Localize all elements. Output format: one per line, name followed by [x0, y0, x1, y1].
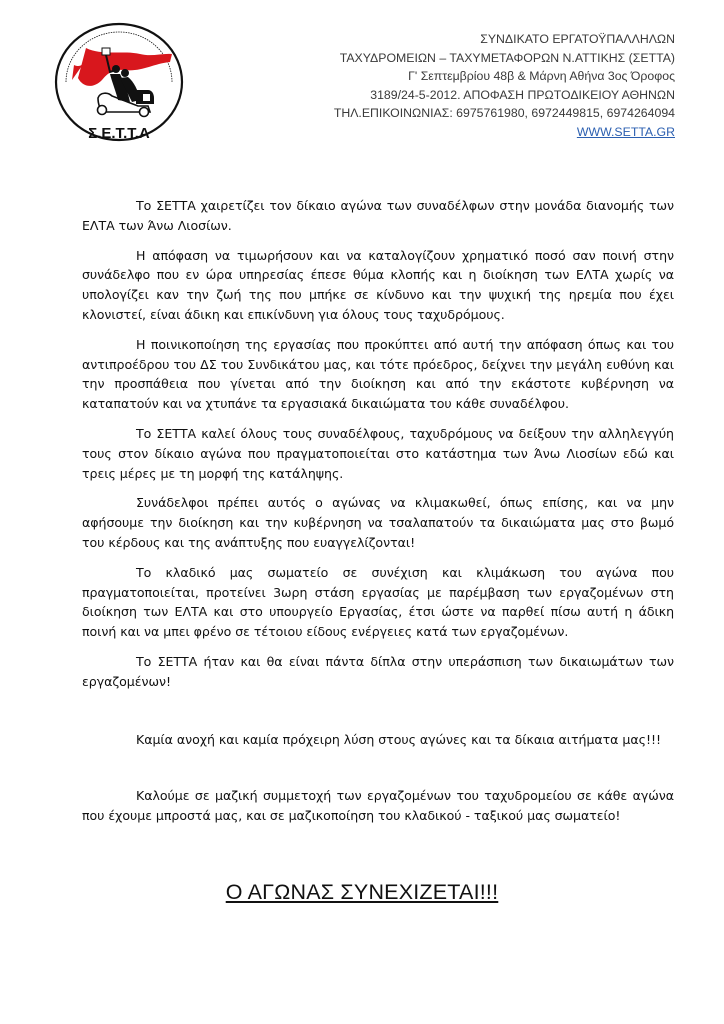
paragraph-work-stoppage: Το κλαδικό μας σωματείο σε συνέχιση και κλιμάκωση του αγώνα που πραγματοποιείται, προτείνει 3ωρη στάση εργασίας με παρέμβαση των εργαζομένων στη διοίκηση των ΕΛΤΑ και στο υπουργείο Εργασίας, έτσι ώστε να παρθεί πίσω αυτή η άδικη ποινή και να μπει φρένο σε τέτοιου είδους ενέργειες κατά των εργαζομένων. — [82, 564, 674, 640]
union-logo-flag-scooter-icon — [52, 20, 186, 148]
paragraph-solidarity-call: Το ΣΕΤΤΑ καλεί όλους τους συναδέλφους, ταχυδρόμους να δείξουν την αλληλεγγύη τους στον δίκαιο αγώνα που πραγματοποιείται στο κατάστημα των Άνω Λιοσίων εδώ και τρεις μέρες με τη μορφή της κατάληψης. — [82, 425, 674, 481]
document-body — [82, 196, 674, 836]
logo-acronym: Σ.Ε.Τ.Τ.Α — [88, 125, 150, 142]
paragraph-setta-stance: Το ΣΕΤΤΑ ήταν και θα είναι πάντα δίπλα στην υπεράσπιση των δικαιωμάτων των εργαζομένων! — [82, 653, 674, 689]
paragraph-greeting: Το ΣΕΤΤΑ χαιρετίζει τον δίκαιο αγώνα των συναδέλφων στην μονάδα διανομής των ΕΛΤΑ των Άνω Λιοσίων. — [82, 198, 674, 233]
paragraph-mass-participation: Καλούμε σε μαζική συμμετοχή των εργαζομένων του ταχυδρομείου σε κάθε αγώνα που έχουμε μπροστά μας, και σε μαζικοποίηση του κλαδικού - ταξικού μας σωματείο! — [82, 788, 674, 824]
closing-slogan: Ο ΑΓΩΝΑΣ ΣΥΝΕΧΙΖΕΤΑΙ!!! — [225, 880, 499, 904]
header-line-address: Γ' Σεπτεμβρίου 48β & Μάρνη Αθήνα 3ος Όροφος — [408, 69, 675, 84]
header-line-union-name: ΣΥΝΔΙΚΑΤΟ ΕΡΓΑΤΟΫΠΑΛΛΗΛΩΝ — [480, 32, 675, 46]
paragraph-escalation: Συνάδελφοι πρέπει αυτός ο αγώνας να κλιμακωθεί, όπως επίσης, και να μην αφήσουμε την διοίκηση και την κυβέρνηση να τσαλαπατούν τα δικαιώματα μας στο βωμό του κέρδους και της ανάπτυξης που ευαγγελίζονται! — [82, 495, 674, 550]
paragraph-no-tolerance: Καμία ανοχή και καμία πρόχειρη λύση στους αγώνες και τα δίκαια αιτήματα μας!!! — [136, 731, 661, 747]
paragraph-penalty-decision: Η απόφαση να τιμωρήσουν και να καταλογίζουν χρηματικό ποσό σαν ποινή στην συνάδελφο που εν ώρα υπηρεσίας έπεσε θύμα κλοπής και η διοίκηση των ΕΛΤΑ χωρίς να υπολογίζει καν την ζωή της που μπήκε σε κίνδυνο και την ψυχική της ηρεμία που έχει κλονιστεί, είναι άδικη και επικίνδυνη για όλους τους ταχυδρόμους. — [82, 247, 674, 322]
paragraph-criminalization: Η ποινικοποίηση της εργασίας που προκύπτει από αυτή την απόφαση όπως και του αντιπροέδρου του ΔΣ του Συνδικάτου μας, και τότε πρόεδρος, δείχνει την μεγάλη ευθύνη και την προσπάθεια που γίνεται από την διοίκηση και από την εκάστοτε κυβέρνηση να καταπατούν και να χτυπάνε τα εργασιακά δικαιώματα του κάθε συναδέλφου. — [82, 336, 674, 412]
header-line-registration: 3189/24-5-2012. ΑΠΟΦΑΣΗ ΠΡΩΤΟΔΙΚΕΙΟΥ ΑΘΗΝΩΝ — [370, 87, 675, 102]
header-line-phones: ΤΗΛ.ΕΠΙΚΟΙΝΩΝΙΑΣ: 6975761980, 6972449815, 6974264094 — [333, 106, 675, 121]
letterhead — [334, 30, 675, 142]
website-link[interactable]: WWW.SETTA.GR — [576, 124, 675, 139]
header-line-union-full-name: ΤΑΧΥΔΡΟΜΕΙΩΝ – ΤΑΧΥΜΕΤΑΦΟΡΩΝ Ν.ΑΤΤΙΚΗΣ (ΣΕΤΤΑ) — [339, 50, 675, 65]
union-logo — [52, 20, 186, 148]
